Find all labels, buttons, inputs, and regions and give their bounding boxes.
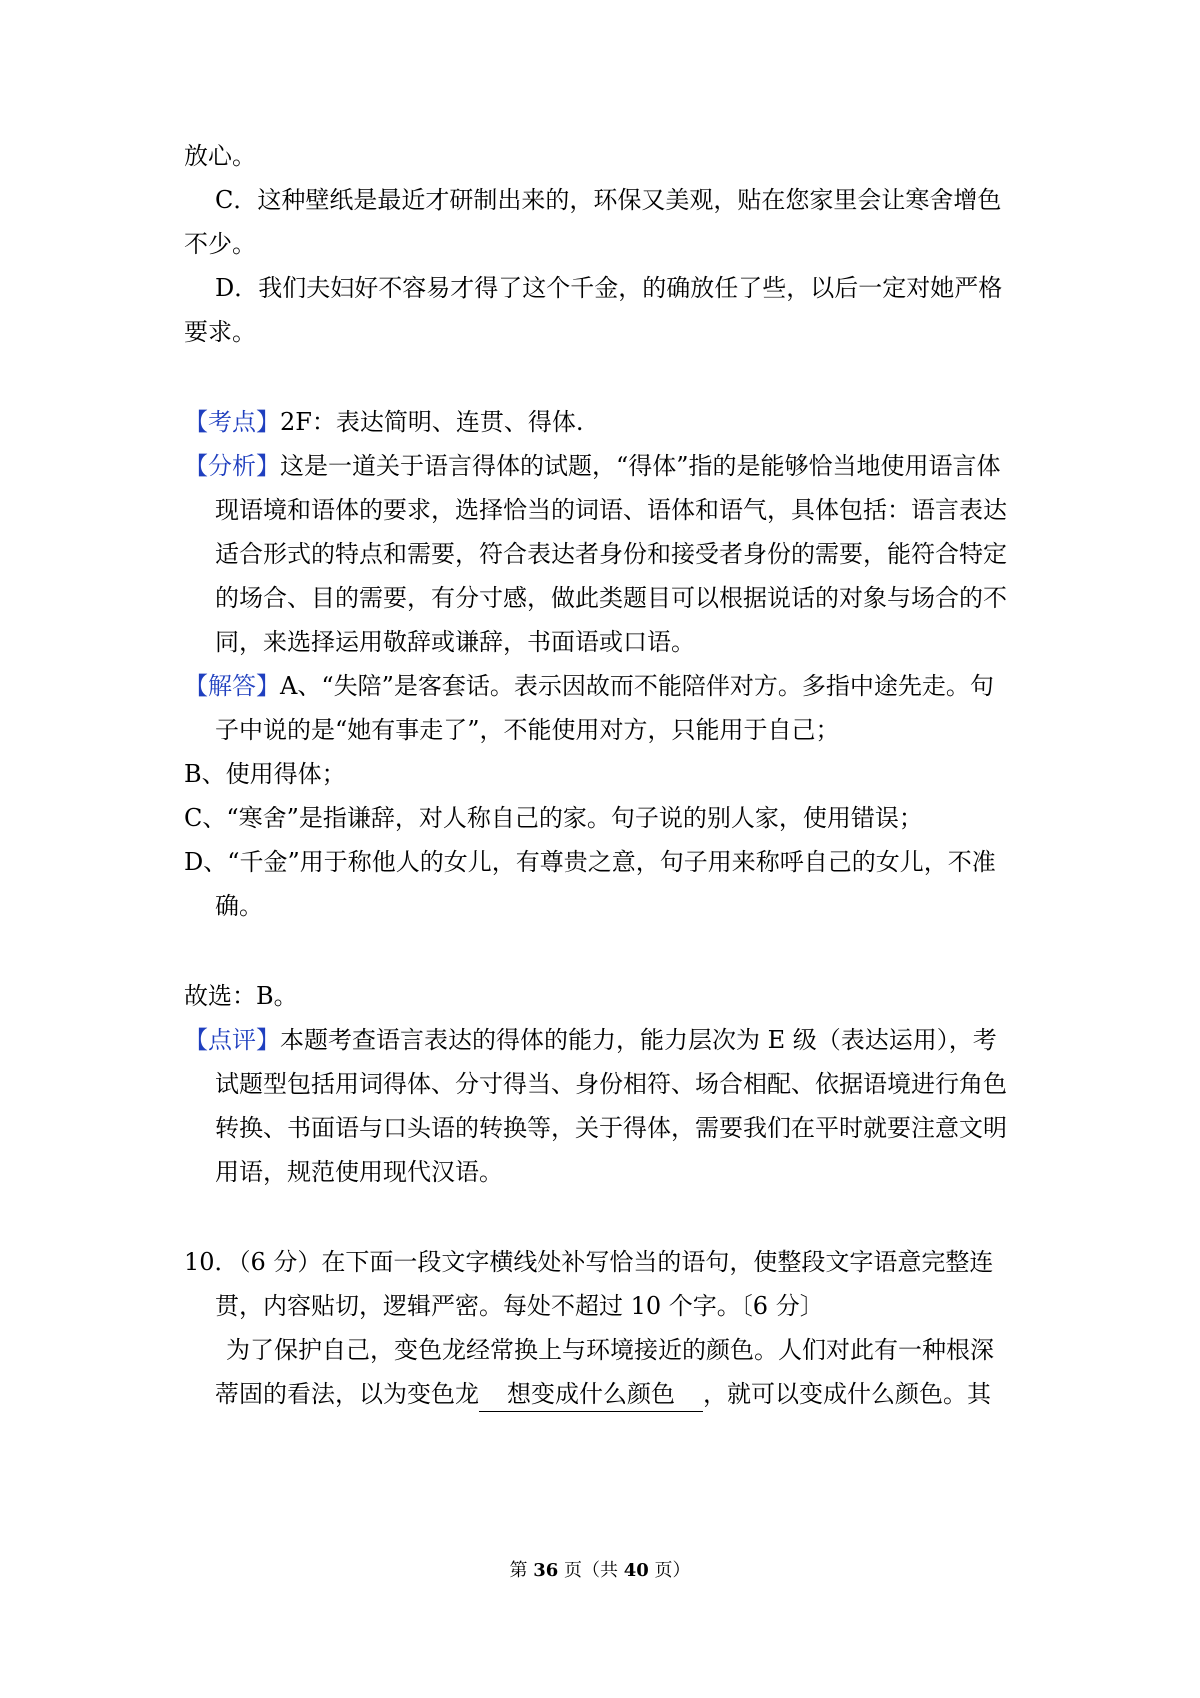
- footer-prefix: 第: [509, 1560, 534, 1581]
- jieda-paragraph: [184, 664, 994, 708]
- option-c-continued: 不少。: [184, 230, 256, 258]
- fill-in-blank: 想变成什么颜色: [479, 1377, 703, 1412]
- jieda-option-d: D、“千金”用于称他人的女儿，有尊贵之意，句子用来称呼自己的女儿，不准: [184, 848, 996, 876]
- fenxi-line: 同，来选择运用敬辞或谦辞，书面语或口语。: [215, 628, 695, 656]
- answer-line: 故选：B。: [184, 982, 298, 1010]
- page-number: 36: [533, 1560, 559, 1581]
- fenxi-tag: 【分析】: [184, 452, 280, 480]
- kaodian-text: 2F：表达简明、连贯、得体.: [280, 408, 584, 436]
- fenxi-line: 现语境和语体的要求，选择恰当的词语、语体和语气，具体包括：语言表达: [215, 496, 1007, 524]
- fenxi-paragraph: [184, 444, 1001, 488]
- page-footer: [0, 1556, 1200, 1586]
- jieda-line: A、“失陪”是客套话。表示因故而不能陪伴对方。多指中途先走。句: [280, 672, 994, 700]
- question-10-passage-blank-line: [215, 1372, 991, 1416]
- question-10-passage: 为了保护自己，变色龙经常换上与环境接近的颜色。人们对此有一种根深: [226, 1336, 994, 1364]
- fenxi-line: 的场合、目的需要，有分寸感，做此类题目可以根据说话的对象与场合的不: [215, 584, 1007, 612]
- fenxi-line: 这是一道关于语言得体的试题，“得体”指的是能够恰当地使用语言体: [280, 452, 1001, 480]
- jieda-option-d-continued: 确。: [215, 892, 263, 920]
- option-d: D．我们夫妇好不容易才得了这个千金，的确放任了些，以后一定对她严格: [215, 274, 1003, 302]
- kaodian-tag: 【考点】: [184, 408, 280, 436]
- jieda-option-c: C、“寒舍”是指谦辞，对人称自己的家。句子说的别人家，使用错误；: [184, 804, 923, 832]
- passage-text: 蒂固的看法，以为变色龙: [215, 1380, 479, 1408]
- option-c: C．这种壁纸是最近才研制出来的，环保又美观，贴在您家里会让寒舍增色: [215, 186, 1002, 214]
- dianping-line: 本题考查语言表达的得体的能力，能力层次为 E 级（表达运用），考: [280, 1026, 997, 1054]
- passage-text: ，就可以变成什么颜色。其: [703, 1380, 991, 1408]
- jieda-option-b: B、使用得体；: [184, 760, 346, 788]
- jieda-line: 子中说的是“她有事走了”，不能使用对方，只能用于自己；: [215, 716, 840, 744]
- text-line: 放心。: [184, 142, 256, 170]
- dianping-line: 试题型包括用词得体、分寸得当、身份相符、场合相配、依据语境进行角色: [215, 1070, 1007, 1098]
- question-10-stem-continued: 贯，内容贴切，逻辑严密。每处不超过 10 个字。〔6 分〕: [215, 1292, 824, 1320]
- footer-middle: 页（共: [558, 1560, 624, 1581]
- option-d-continued: 要求。: [184, 318, 256, 346]
- fenxi-line: 适合形式的特点和需要，符合表达者身份和接受者身份的需要，能符合特定: [215, 540, 1007, 568]
- footer-suffix: 页）: [648, 1560, 691, 1581]
- dianping-paragraph: [184, 1018, 997, 1062]
- dianping-tag: 【点评】: [184, 1026, 280, 1054]
- dianping-line: 用语，规范使用现代汉语。: [215, 1158, 503, 1186]
- question-10-stem: 10．（6 分）在下面一段文字横线处补写恰当的语句，使整段文字语意完整连: [184, 1248, 994, 1276]
- total-pages: 40: [623, 1560, 649, 1581]
- dianping-line: 转换、书面语与口头语的转换等，关于得体，需要我们在平时就要注意文明: [215, 1114, 1007, 1142]
- jieda-tag: 【解答】: [184, 672, 280, 700]
- kaodian-paragraph: [184, 400, 584, 444]
